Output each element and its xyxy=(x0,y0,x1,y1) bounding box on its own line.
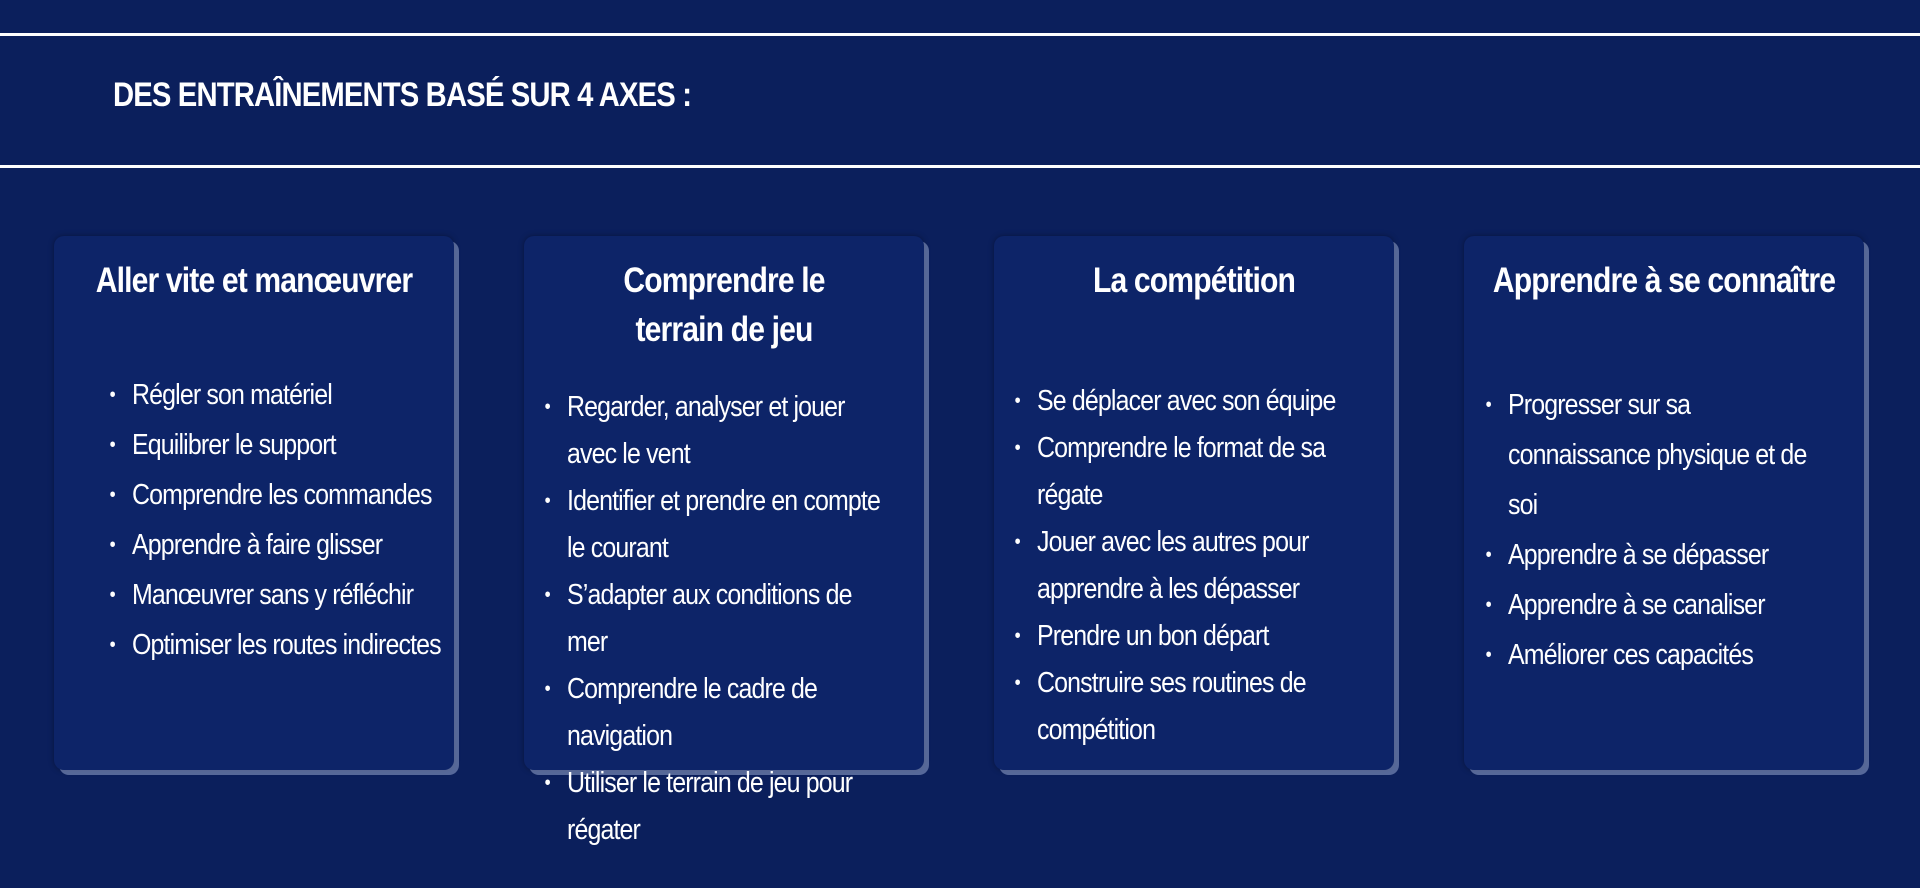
axis-card-title: Aller vite et manœuvrer xyxy=(95,261,413,300)
axis-list-competition xyxy=(1037,378,1457,754)
list-item: • Regarder, analyser et jouer avec le vent xyxy=(567,384,894,478)
list-item: • Utiliser le terrain de jeu pour régater xyxy=(567,760,894,854)
list-item: • Jouer avec les autres pour apprendre à les dépasser xyxy=(1037,519,1364,613)
header-top-divider xyxy=(0,33,1920,36)
list-item: • Progresser sur sa connaissance physique et de soi xyxy=(1508,380,1818,530)
list-item: • Prendre un bon départ xyxy=(1037,613,1364,660)
list-item: • Apprendre à se canaliser xyxy=(1508,580,1818,630)
list-item: • Optimiser les routes indirectes xyxy=(132,620,519,670)
axis-card-title: La compétition xyxy=(1092,261,1296,300)
list-item: • Comprendre les commandes xyxy=(132,470,519,520)
axis-list-terrain xyxy=(567,384,987,854)
header-bottom-divider xyxy=(0,165,1920,168)
list-item: • Régler son matériel xyxy=(132,370,519,420)
list-item: • Equilibrer le support xyxy=(132,420,519,470)
page-title: DES ENTRAÎNEMENTS BASÉ SUR 4 AXES : xyxy=(113,76,692,114)
list-item: • Construire ses routines de compétition xyxy=(1037,660,1364,754)
axis-card-title: Apprendre à se connaître xyxy=(1492,261,1836,300)
list-item: • Apprendre à faire glisser xyxy=(132,520,519,570)
axis-list-self-knowledge xyxy=(1508,380,1920,680)
list-item: • Se déplacer avec son équipe xyxy=(1037,378,1364,425)
list-item: • Identifier et prendre en compte le courant xyxy=(567,478,894,572)
list-item: • Apprendre à se dépasser xyxy=(1508,530,1818,580)
list-item: • Comprendre le format de sa régate xyxy=(1037,425,1364,519)
list-item: • S’adapter aux conditions de mer xyxy=(567,572,894,666)
list-item: • Comprendre le cadre de navigation xyxy=(567,666,894,760)
list-item: • Manœuvrer sans y réfléchir xyxy=(132,570,519,620)
axis-card-title: Comprendre le terrain de jeu xyxy=(623,261,825,349)
list-item: • Améliorer ces capacités xyxy=(1508,630,1818,680)
axis-list-speed xyxy=(132,370,552,670)
